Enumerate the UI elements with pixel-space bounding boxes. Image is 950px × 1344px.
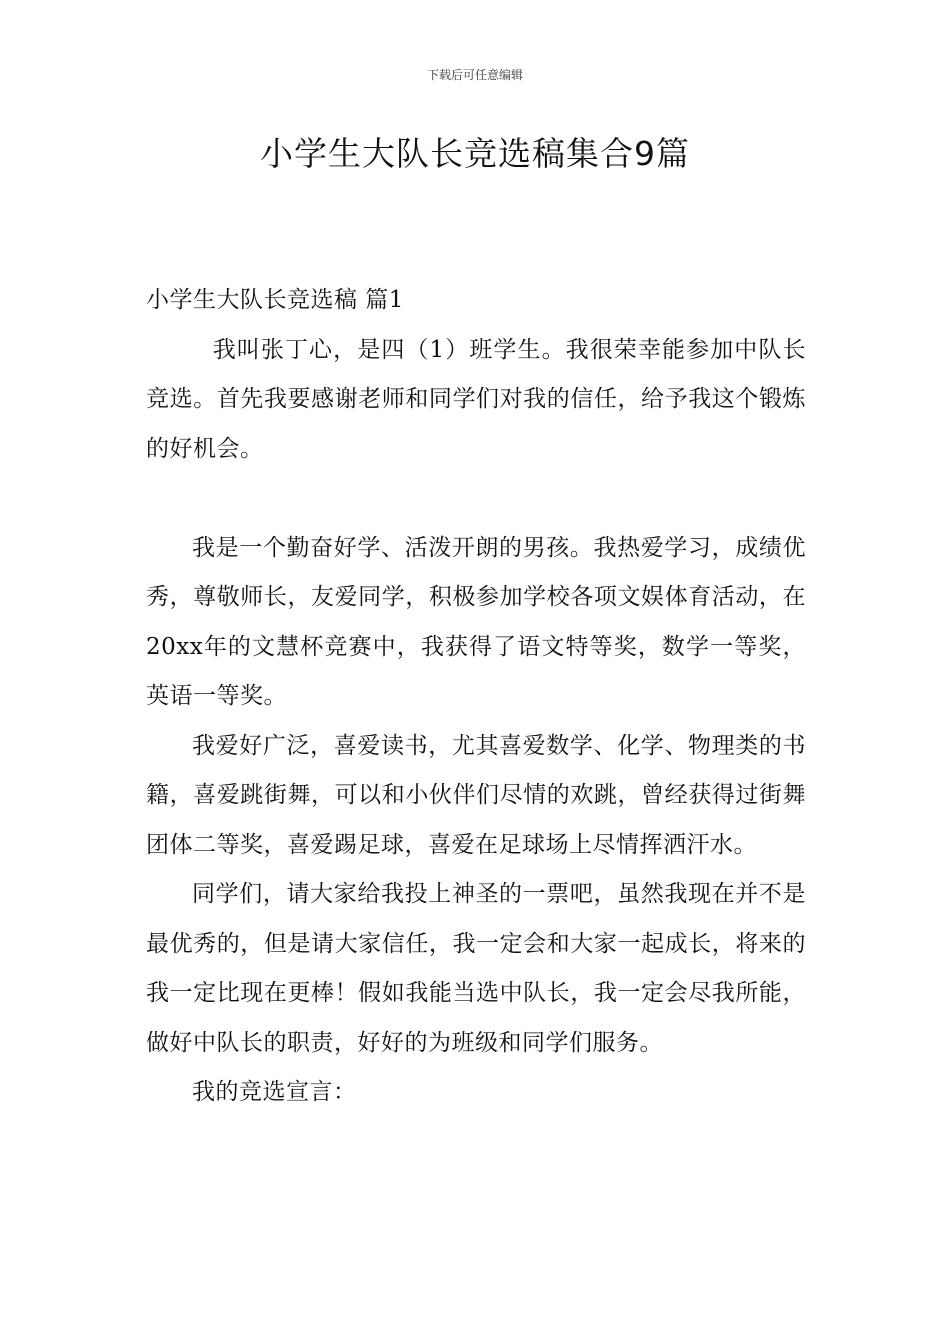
paragraph-gap (146, 474, 806, 524)
section-heading: 小学生大队长竞选稿 篇1 (146, 287, 404, 313)
paragraph: 我爱好广泛，喜爱读书，尤其喜爱数学、化学、物理类的书籍，喜爱跳街舞，可以和小伙伴们尽情的欢跳，曾经获得过街舞团体二等奖，喜爱踢足球，喜爱在足球场上尽情挥洒汗水。 (146, 732, 806, 858)
paragraph: 我的竞选宣言： (192, 1079, 357, 1105)
paragraph: 我是一个勤奋好学、活泼开朗的男孩。我热爱学习，成绩优秀，尊敬师长，友爱同学，积极参加学校各项文娱体育活动，在20xx年的文慧杯竞赛中，我获得了语文特等奖，数学一等奖，英语一等奖。 (146, 534, 806, 709)
document-body (146, 276, 806, 1118)
document-title: 小学生大队长竞选稿集合9篇 (260, 134, 690, 173)
paragraph: 同学们，请大家给我投上神圣的一票吧，虽然我现在并不是最优秀的，但是请大家信任，我一定会和大家一起成长，将来的我一定比现在更棒！假如我能当选中队长，我一定会尽我所能，做好中队长的职责，好好的为班级和同学们服务。 (146, 881, 806, 1056)
paragraph: 我叫张丁心，是四（1）班学生。我很荣幸能参加中队长竞选。首先我要感谢老师和同学们对我的信任，给予我这个锻炼的好机会。 (146, 336, 806, 462)
header-note: 下载后可任意编辑 (426, 68, 523, 82)
